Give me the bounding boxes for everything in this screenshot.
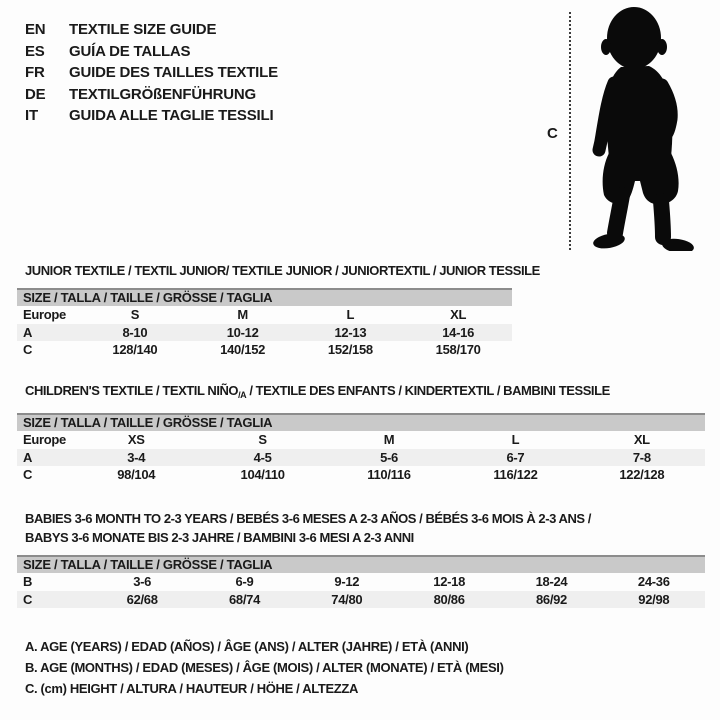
lang-code: ES — [25, 42, 45, 60]
table-cell: 110/116 — [367, 467, 411, 483]
size-header-bar: SIZE / TALLA / TAILLE / GRÖSSE / TAGLIA — [17, 555, 705, 573]
table-cell: 18-24 — [535, 574, 568, 589]
babies-size-table — [17, 555, 705, 608]
table-cell: XL — [450, 307, 467, 322]
footnote-age-years: A. AGE (YEARS) / EDAD (AÑOS) / ÂGE (ANS) / ALTER (JAHRE) / ETÀ (ANNI) — [25, 639, 469, 654]
table-cell: 7-8 — [632, 449, 651, 465]
junior-size-table — [17, 288, 512, 359]
table-cell: M — [237, 307, 248, 322]
language-list — [25, 19, 278, 127]
table-cell: 12-18 — [433, 574, 466, 589]
table-row — [17, 591, 705, 609]
junior-section-title: JUNIOR TEXTILE / TEXTIL JUNIOR/ TEXTILE JUNIOR / JUNIORTEXTIL / JUNIOR TESSILE — [25, 263, 540, 278]
table-row — [17, 573, 705, 591]
table-cell: 5-6 — [380, 449, 398, 465]
table-cell: 128/140 — [112, 342, 158, 358]
table-row — [17, 324, 512, 342]
table-cell: 92/98 — [638, 591, 670, 607]
table-cell: 140/152 — [220, 342, 266, 358]
table-cell: 122/128 — [619, 467, 665, 483]
children-title-suffix: / TEXTILE DES ENFANTS / KINDERTEXTIL / BAMBINI TESSILE — [246, 383, 610, 398]
table-cell: 116/122 — [493, 467, 538, 483]
table-cell: L — [346, 307, 355, 322]
footnotes — [25, 636, 504, 699]
row-label-cell: C — [23, 591, 33, 607]
table-cell: 6-9 — [235, 574, 254, 589]
lang-item-de — [25, 84, 278, 106]
table-cell: 152/158 — [327, 342, 373, 358]
children-section-title — [25, 381, 610, 405]
lang-label: GUÍA DE TALLAS — [69, 42, 191, 60]
table-cell: 8-10 — [122, 324, 148, 340]
table-cell: 12-13 — [334, 324, 367, 340]
lang-label: GUIDA ALLE TAGLIE TESSILI — [69, 107, 274, 124]
table-cell: 62/68 — [126, 591, 158, 607]
footnote-age-months: B. AGE (MONTHS) / EDAD (MESES) / ÂGE (MOIS) / ALTER (MONATE) / ETÀ (MESI) — [25, 660, 504, 675]
lang-label: TEXTILGRÖßENFÜHRUNG — [69, 85, 257, 103]
height-measure-label: C — [547, 125, 558, 142]
row-label-cell: A — [23, 449, 33, 465]
lang-code: DE — [25, 85, 46, 103]
table-cell: S — [258, 432, 267, 447]
table-cell: 24-36 — [637, 574, 670, 589]
table-cell: 158/170 — [435, 342, 481, 358]
lang-item-en — [25, 19, 278, 41]
table-cell: 6-7 — [506, 449, 525, 465]
lang-item-it — [25, 105, 278, 127]
row-label-cell: B — [23, 574, 33, 589]
footnote-height-cm: C. (cm) HEIGHT / ALTURA / HAUTEUR / HÖHE / ALTEZZA — [25, 681, 359, 696]
lang-code: FR — [25, 64, 45, 81]
lang-item-es — [25, 41, 278, 63]
table-cell: 74/80 — [331, 591, 363, 607]
row-label-cell: Europe — [23, 307, 66, 322]
babies-title-line2: BABYS 3-6 MONATE BIS 2-3 JAHRE / BAMBINI 3-6 MESI A 2-3 ANNI — [25, 530, 414, 545]
lang-code: IT — [25, 107, 38, 124]
table-cell: 68/74 — [228, 591, 261, 607]
lang-label: TEXTILE SIZE GUIDE — [69, 21, 217, 38]
table-cell: 10-12 — [226, 324, 259, 340]
children-title-prefix: CHILDREN'S TEXTILE / TEXTIL NIÑO — [25, 383, 239, 398]
children-size-table — [17, 413, 705, 484]
table-row — [17, 306, 512, 324]
babies-section-title — [25, 509, 591, 547]
size-header-bar: SIZE / TALLA / TAILLE / GRÖSSE / TAGLIA — [17, 288, 512, 306]
row-label-cell: C — [23, 467, 33, 483]
row-label-cell: C — [23, 342, 33, 358]
row-label-cell: Europe — [23, 432, 66, 447]
row-label-cell: A — [23, 324, 33, 340]
table-cell: XS — [127, 432, 145, 447]
toddler-silhouette-image — [583, 5, 705, 251]
table-cell: 3-4 — [127, 449, 146, 465]
lang-label: GUIDE DES TAILLES TEXTILE — [69, 64, 278, 81]
table-cell: 4-5 — [253, 449, 272, 465]
lang-code: EN — [25, 21, 46, 38]
table-cell: M — [383, 432, 395, 447]
table-cell: 86/92 — [535, 591, 567, 607]
table-row — [17, 466, 705, 484]
table-row — [17, 431, 705, 449]
table-cell: 104/110 — [240, 467, 285, 483]
lang-item-fr — [25, 62, 278, 84]
children-title-subscript: /A — [238, 390, 247, 400]
table-cell: S — [130, 307, 140, 322]
table-cell: L — [511, 432, 520, 447]
babies-title-line1: BABIES 3-6 MONTH TO 2-3 YEARS / BEBÉS 3-6 MESES A 2-3 AÑOS / BÉBÉS 3-6 MOIS À 2-3 ANS / — [25, 511, 591, 526]
table-cell: 3-6 — [133, 574, 152, 589]
table-cell: 14-16 — [442, 324, 474, 340]
size-header-bar: SIZE / TALLA / TAILLE / GRÖSSE / TAGLIA — [17, 413, 705, 431]
table-cell: 9-12 — [334, 574, 360, 589]
table-cell: 98/104 — [117, 467, 156, 483]
height-measure-dotted-line — [569, 12, 571, 250]
table-cell: XL — [633, 432, 650, 447]
table-row — [17, 449, 705, 467]
table-row — [17, 341, 512, 359]
table-cell: 80/86 — [433, 591, 465, 607]
